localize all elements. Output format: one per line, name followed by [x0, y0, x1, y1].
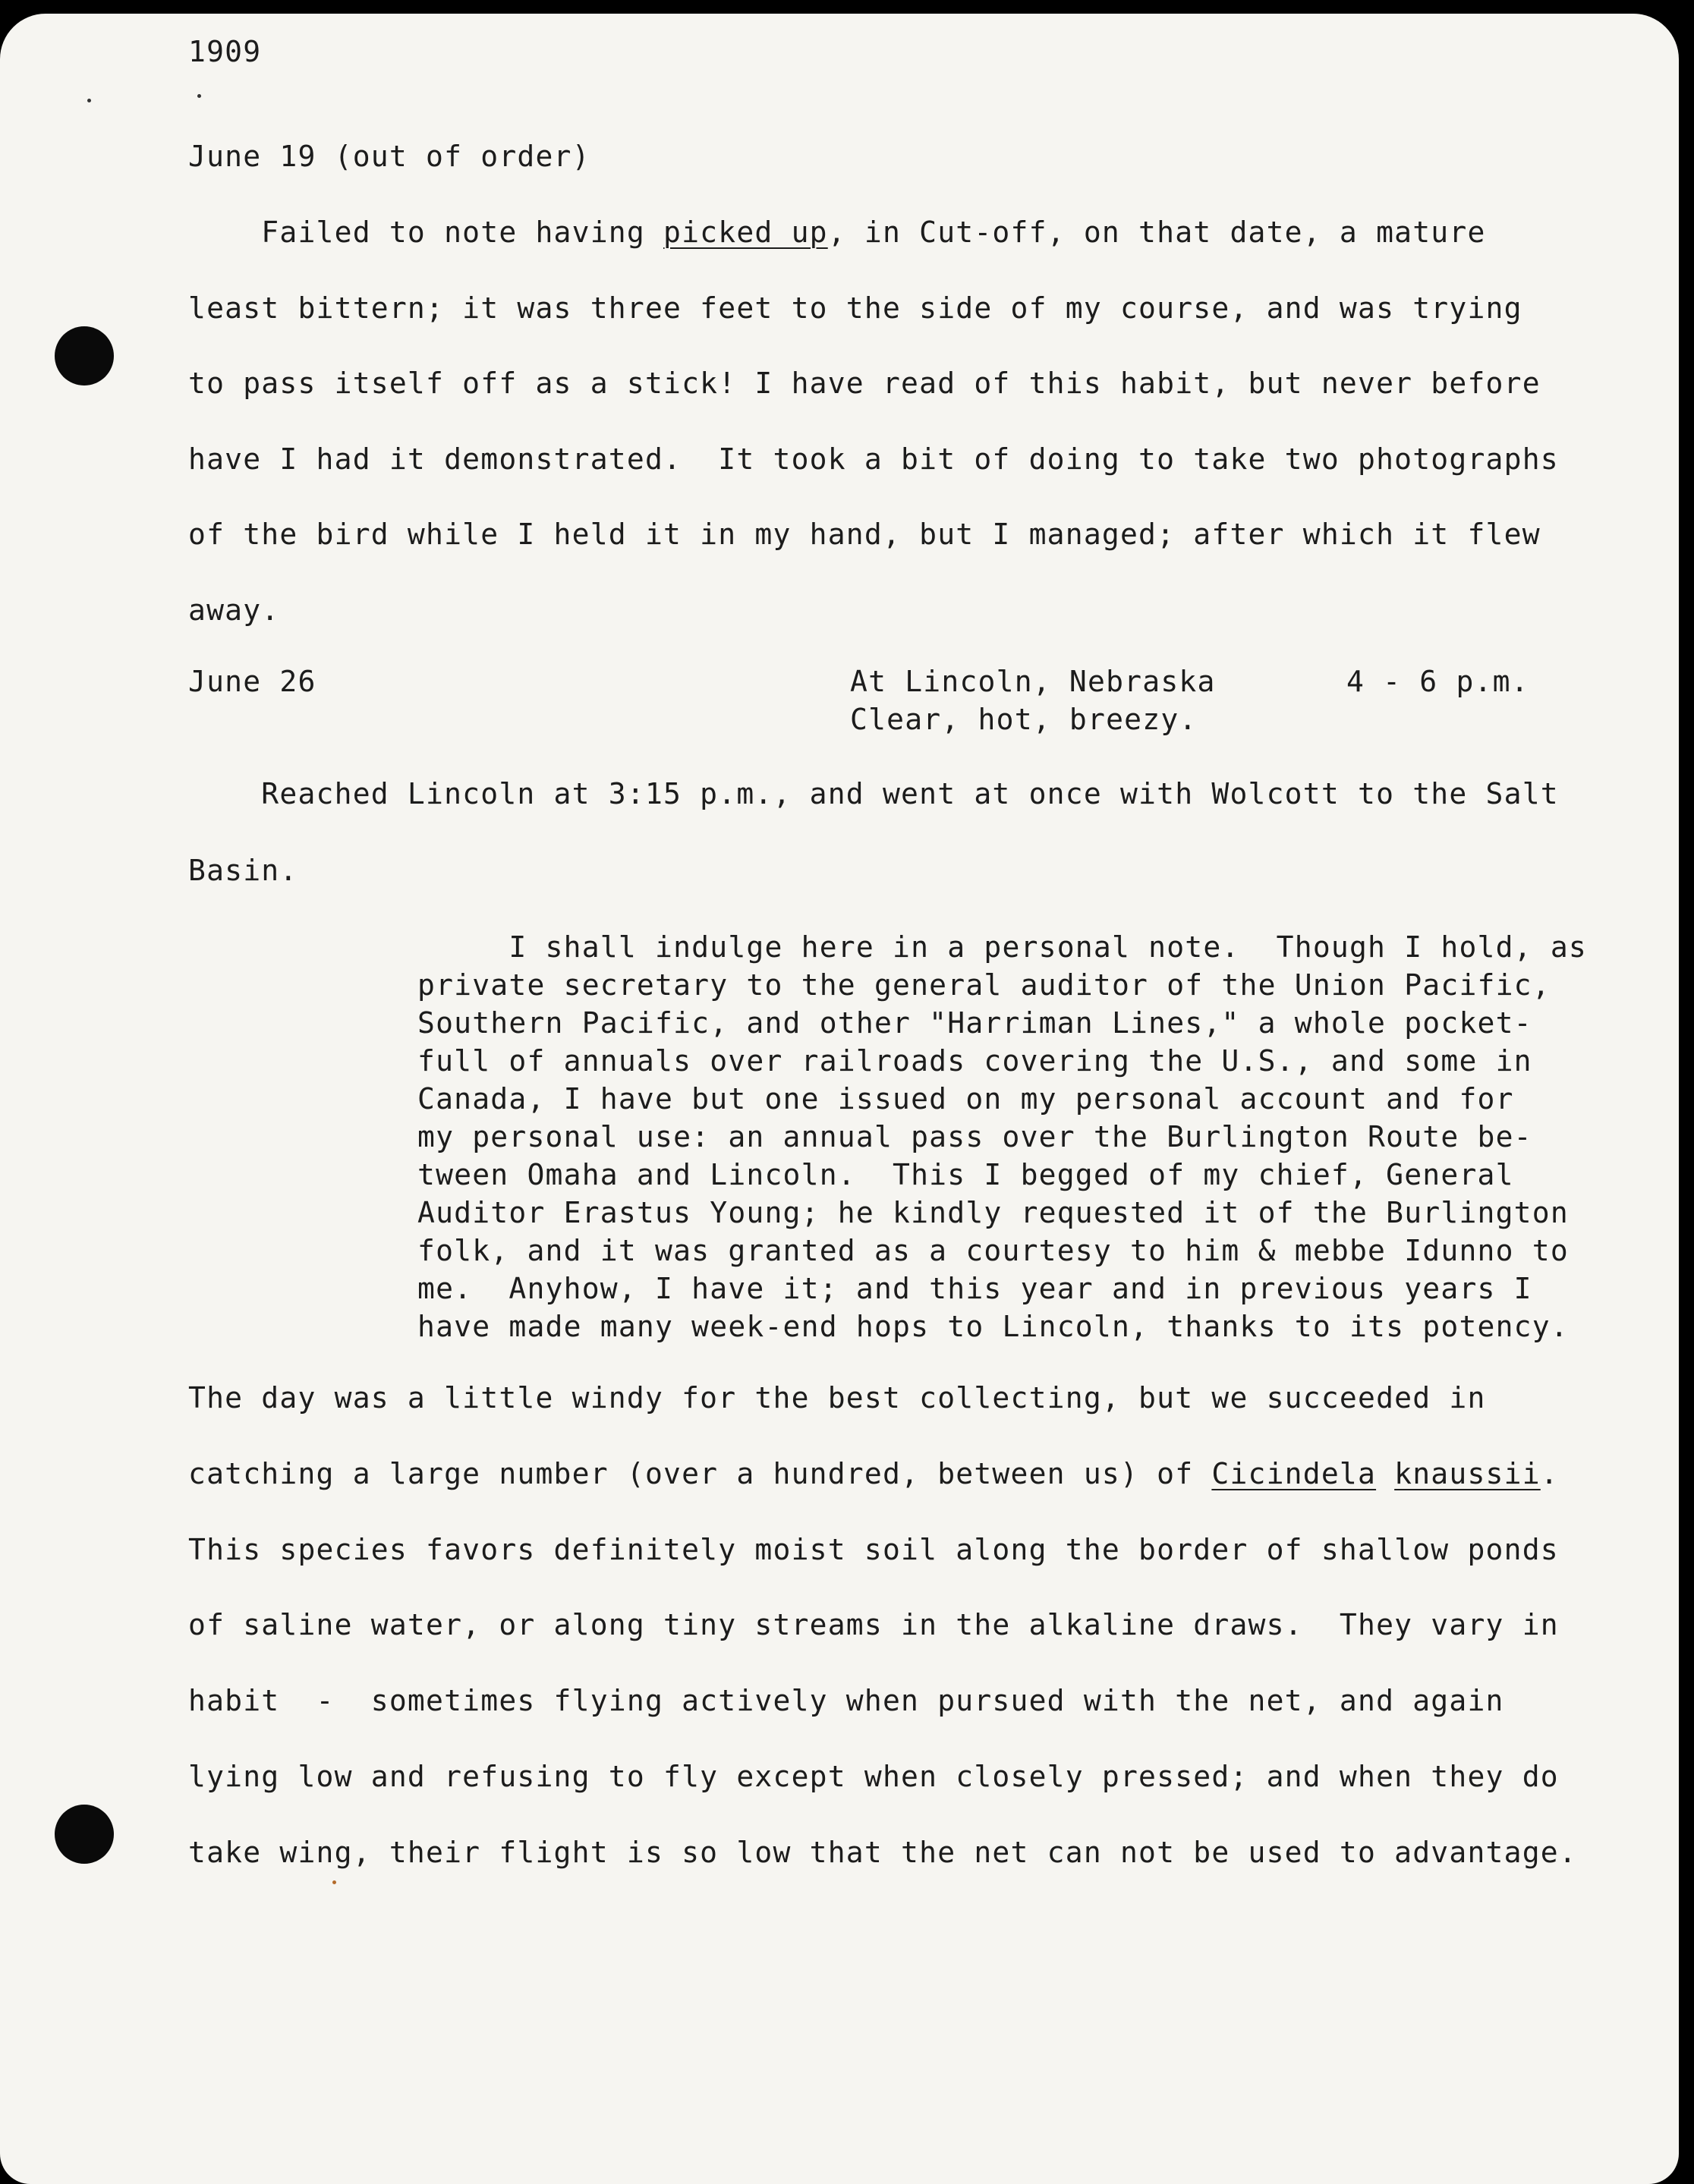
line-text: .	[1540, 1456, 1559, 1490]
line-text	[1376, 1457, 1394, 1490]
personal-note-line	[417, 968, 1551, 1002]
ink-speck	[87, 99, 91, 102]
page-year: 1909	[188, 35, 262, 68]
line-text: Canada, I have but one issued on my personal account and for	[417, 1082, 1514, 1116]
personal-note-line	[417, 1044, 1532, 1078]
line-text: me. Anyhow, I have it; and this year and in previous years I	[417, 1272, 1532, 1305]
entry2-intro-line	[188, 854, 298, 887]
entry-date-june-26: June 26	[188, 665, 316, 698]
line-text: Reached Lincoln at 3:15 p.m., and went at once with Wolcott to the Salt	[188, 777, 1559, 810]
line-text: , in Cut-off, on that date, a mature	[827, 216, 1486, 249]
entry1-line	[188, 367, 1541, 400]
entry1-line	[188, 593, 279, 627]
personal-note-line	[417, 1120, 1532, 1153]
entry2-body-line	[188, 1836, 1577, 1869]
ink-speck	[197, 94, 201, 98]
line-text: Basin.	[188, 854, 298, 887]
line-text: folk, and it was granted as a courtesy to him & mebbe Idunno to	[417, 1234, 1569, 1267]
underlined-text: picked up	[663, 216, 828, 249]
entry-time: 4 - 6 p.m.	[1346, 665, 1529, 698]
entry1-line	[188, 518, 1541, 551]
entry2-body-line	[188, 1381, 1486, 1415]
line-text: Southern Pacific, and other "Harriman Lines," a whole pocket-	[417, 1006, 1532, 1040]
species-epithet: knaussii	[1394, 1456, 1541, 1490]
line-text: full of annuals over railroads covering the U.S., and some in	[417, 1044, 1532, 1078]
entry-heading-june-19: June 19 (out of order)	[188, 140, 590, 173]
line-text: habit - sometimes flying actively when pursued with the net, and again	[188, 1684, 1504, 1718]
entry-location: At Lincoln, Nebraska	[850, 665, 1216, 698]
personal-note-line	[417, 1196, 1569, 1229]
entry1-line	[188, 216, 1486, 249]
line-text: tween Omaha and Lincoln. This I begged of my chief, General	[417, 1158, 1514, 1191]
line-text: The day was a little windy for the best collecting, but we succeeded in	[188, 1381, 1486, 1415]
line-text: away.	[188, 593, 280, 627]
line-text: I shall indulge here in a personal note. Though I hold, as	[417, 930, 1587, 964]
personal-note-line	[417, 930, 1587, 964]
line-text: of the bird while I held it in my hand, but I managed; after which it flew	[188, 518, 1541, 552]
line-text: catching a large number (over a hundred, between us) of	[188, 1456, 1212, 1490]
personal-note-line	[417, 1272, 1532, 1305]
line-text: Auditor Erastus Young; he kindly requested it of the Burlington	[417, 1196, 1569, 1229]
line-text: take wing, their flight is so low that the net can not be used to advantage.	[188, 1835, 1577, 1869]
line-text: of saline water, or along tiny streams in the alkaline draws. They vary in	[188, 1608, 1559, 1642]
entry1-line	[188, 291, 1522, 325]
personal-note-line	[417, 1310, 1569, 1343]
entry2-body-line	[188, 1457, 1559, 1490]
line-text: Failed to note having	[188, 216, 664, 249]
line-text: least bittern; it was three feet to the side of my course, and was trying	[188, 291, 1522, 325]
entry2-body-line	[188, 1533, 1559, 1566]
entry2-body-line	[188, 1684, 1504, 1717]
personal-note-line	[417, 1158, 1514, 1191]
line-text: This species favors definitely moist soil along the border of shallow ponds	[188, 1532, 1559, 1566]
entry2-body-line	[188, 1608, 1559, 1641]
entry1-line	[188, 442, 1559, 476]
line-text: have I had it demonstrated. It took a bit of doing to take two photographs	[188, 442, 1559, 476]
line-text: to pass itself off as a stick! I have read of this habit, but never before	[188, 367, 1541, 401]
entry2-body-line	[188, 1760, 1559, 1793]
punch-hole-bottom	[55, 1805, 114, 1864]
personal-note-line	[417, 1082, 1514, 1116]
species-genus: Cicindela	[1211, 1456, 1377, 1490]
personal-note-line	[417, 1234, 1569, 1267]
entry2-intro-line	[188, 777, 1559, 810]
personal-note-line	[417, 1006, 1532, 1040]
line-text: have made many week-end hops to Lincoln, thanks to its potency.	[417, 1310, 1569, 1343]
line-text: private secretary to the general auditor of the Union Pacific,	[417, 968, 1551, 1002]
line-text: my personal use: an annual pass over the Burlington Route be-	[417, 1120, 1532, 1153]
line-text: lying low and refusing to fly except when closely pressed; and when they do	[188, 1760, 1559, 1793]
entry-weather: Clear, hot, breezy.	[850, 703, 1198, 736]
punch-hole-top	[55, 326, 114, 386]
ink-speck	[332, 1880, 336, 1884]
